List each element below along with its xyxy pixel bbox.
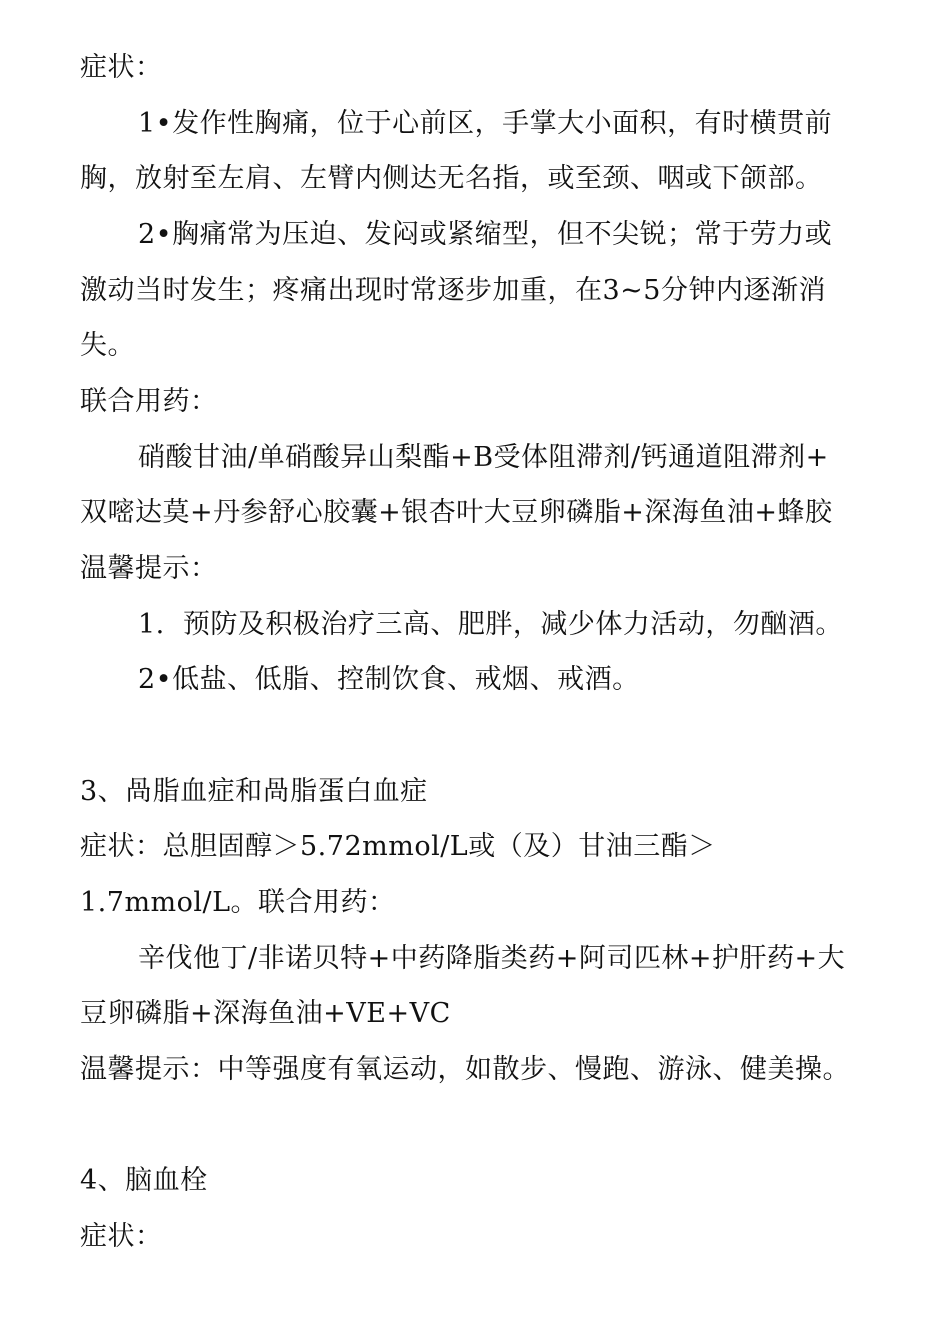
symptom-point-2-line-2: 激动当时发生；疼痛出现时常逐步加重，在3~5分钟内逐渐消 [80, 275, 826, 306]
symptoms-heading: 症状： [80, 52, 163, 83]
section-3-medication-line-1: 辛伐他丁/非诺贝特+中药降脂类药+阿司匹林+护肝药+大 [138, 943, 846, 974]
section-3-title: 3、咼脂血症和咼脂蛋白血症 [80, 776, 428, 807]
section-3-symptoms-line-2: 1.7mmol/L。联合用药： [80, 887, 396, 918]
medication-line-1: 硝酸甘油/单硝酸异山梨酯+B受体阻滞剂/钙通道阻滞剂+ [138, 442, 829, 473]
section-3-medication-line-2: 豆卵磷脂+深海鱼油+VE+VC [80, 998, 451, 1029]
section-4-title: 4、脑血栓 [80, 1165, 208, 1196]
section-3-tips: 温馨提示：中等强度有氧运动，如散步、慢跑、游泳、健美操。 [80, 1054, 850, 1085]
medication-line-2: 双嘧达莫+丹参舒心胶囊+银杏叶大豆卵磷脂+深海鱼油+蜂胶 [80, 497, 833, 528]
section-4-symptoms-heading: 症状： [80, 1221, 163, 1252]
combined-medication-heading: 联合用药： [80, 386, 218, 417]
symptom-point-2-line-3: 失。 [80, 330, 135, 361]
symptom-point-1-line-1: 1•发作性胸痛，位于心前区，手掌大小面积，有时横贯前 [138, 108, 833, 139]
section-3-symptoms-line-1: 症状：总胆固醇＞5.72mmol/L或（及）甘油三酯＞ [80, 831, 716, 862]
symptom-point-1-line-2: 胸，放射至左肩、左臂内侧达无名指，或至颈、咽或下颌部。 [80, 163, 823, 194]
tip-2: 2•低盐、低脂、控制饮食、戒烟、戒酒。 [138, 664, 640, 695]
symptom-point-2-line-1: 2•胸痛常为压迫、发闷或紧缩型，但不尖锐；常于劳力或 [138, 219, 833, 250]
tips-heading: 温馨提示： [80, 553, 218, 584]
tip-1: 1. 预防及积极治疗三高、肥胖，减少体力活动，勿酗酒。 [138, 609, 843, 640]
